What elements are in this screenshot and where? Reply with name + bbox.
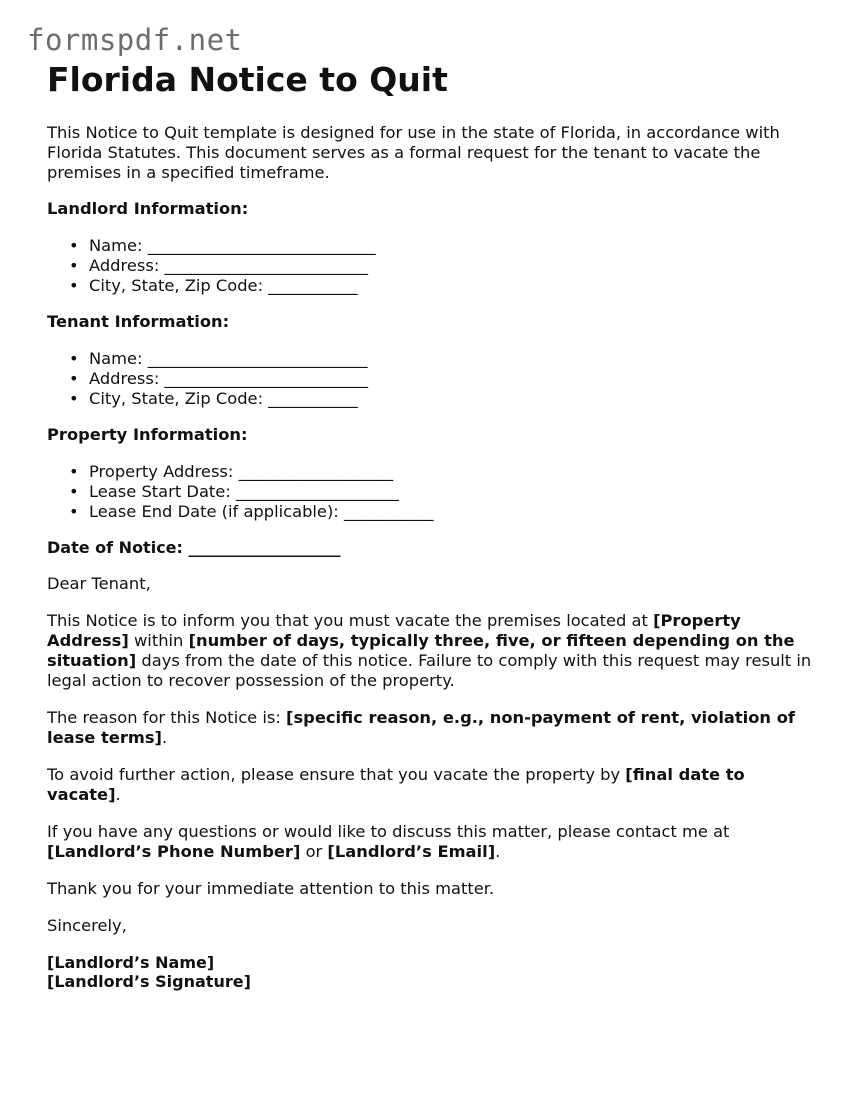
text-run: This Notice is to inform you that you must vacate the premises located at (47, 611, 654, 630)
tenant-info-list (47, 349, 817, 409)
list-item: • City, State, Zip Code: ___________ (89, 276, 817, 296)
list-item: • Name: ____________________________ (89, 236, 817, 256)
text-run: If you have any questions or would like to discuss this matter, please contact me at (47, 822, 730, 841)
page-title: Florida Notice to Quit (47, 60, 448, 99)
document-body (47, 60, 817, 991)
property-heading: Property Information: (47, 425, 248, 444)
landlord-info-list (47, 236, 817, 296)
list-item: • Name: ___________________________ (89, 349, 817, 369)
text-run: . (161, 728, 168, 747)
contact-paragraph (47, 822, 817, 862)
intro-paragraph: This Notice to Quit template is designed for use in the state of Florida, in accordance with Florida Statutes. This document serves as a formal request for the tenant to vacate the premises in a specified timeframe. (47, 123, 780, 182)
list-item: • Property Address: ___________________ (89, 462, 817, 482)
text-run: The reason for this Notice is: (47, 708, 287, 727)
text-run: . (115, 785, 121, 804)
list-item: • City, State, Zip Code: ___________ (89, 389, 817, 409)
vacate-paragraph (47, 765, 817, 805)
list-item: • Address: _________________________ (89, 256, 817, 276)
landlord-name-placeholder: [Landlord’s Name] (47, 953, 215, 972)
reason-placeholder: [specific reason, e.g., non-payment of rent, violation of lease terms] (47, 708, 795, 747)
days-placeholder: [number of days, typically three, five, or fifteen depending on the situation] (47, 631, 795, 670)
phone-placeholder: [Landlord’s Phone Number] (47, 842, 301, 861)
landlord-signature-placeholder: [Landlord’s Signature] (47, 972, 251, 991)
email-placeholder: [Landlord’s Email] (327, 842, 496, 861)
signature-block (47, 953, 817, 991)
text-run: days from the date of this notice. Failure to comply with this request may result in legal action to recover possession of the property. (47, 651, 812, 690)
watermark-logo: formspdf.net (27, 23, 243, 57)
text-run: within (128, 631, 189, 650)
property-info-list (47, 462, 817, 522)
reason-paragraph (47, 708, 817, 748)
text-run: . (495, 842, 501, 861)
tenant-heading: Tenant Information: (47, 312, 230, 331)
list-item: • Lease Start Date: ____________________ (89, 482, 817, 502)
salutation: Dear Tenant, (47, 574, 151, 593)
notice-paragraph (47, 611, 817, 691)
text-run: or (300, 842, 328, 861)
list-item: • Lease End Date (if applicable): ___________ (89, 502, 817, 522)
thanks-paragraph: Thank you for your immediate attention to this matter. (47, 879, 495, 898)
date-of-notice: Date of Notice: ___________________ (47, 538, 341, 557)
text-run: To avoid further action, please ensure that you vacate the property by (47, 765, 626, 784)
final-date-placeholder: [final date to vacate] (47, 765, 745, 804)
landlord-heading: Landlord Information: (47, 199, 249, 218)
closing: Sincerely, (47, 916, 127, 935)
property-address-placeholder: [Property Address] (47, 611, 741, 650)
list-item: • Address: _________________________ (89, 369, 817, 389)
